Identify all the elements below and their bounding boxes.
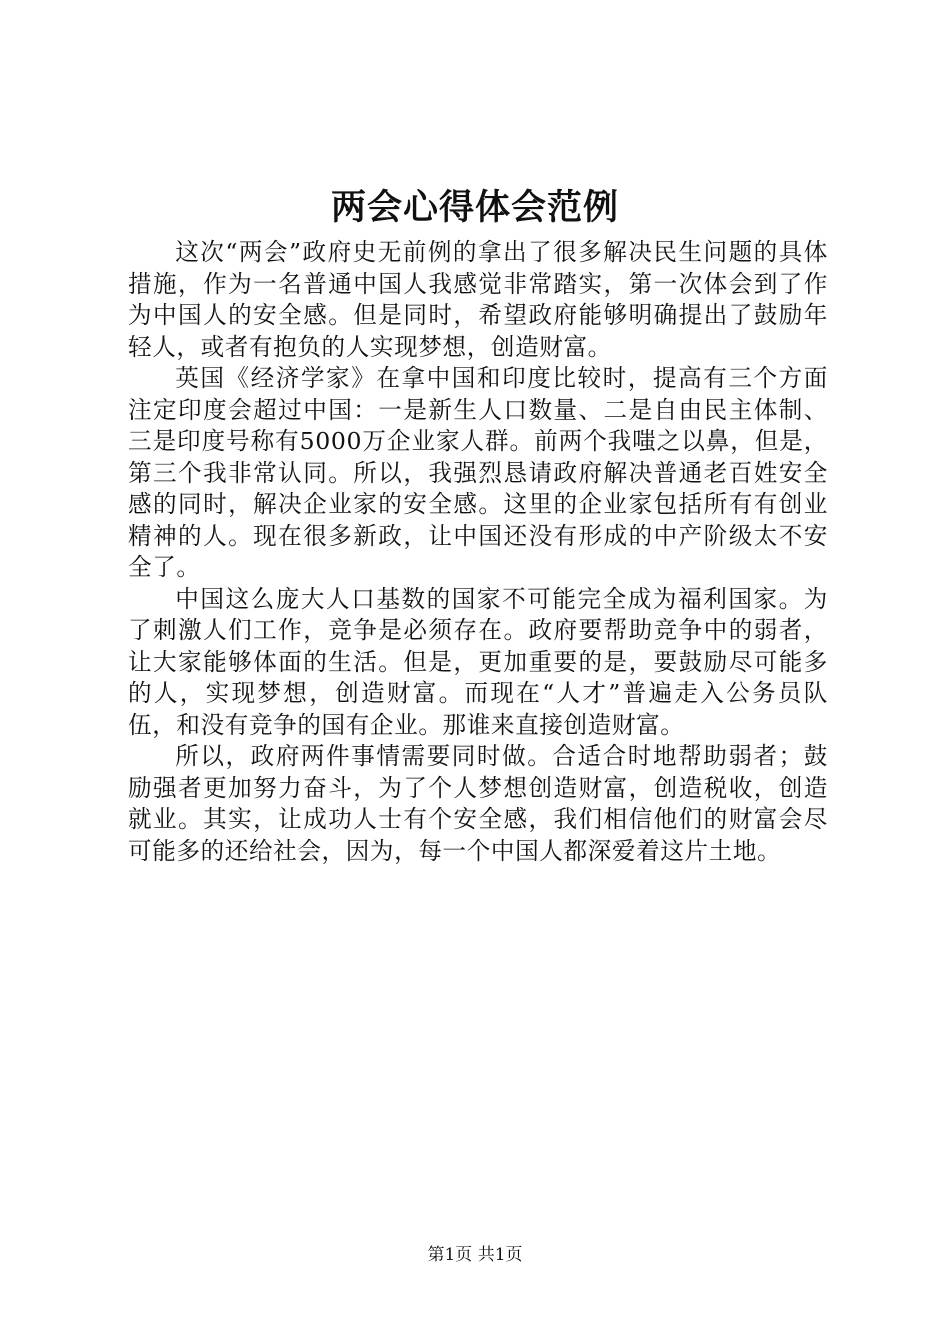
paragraph-4: 所以，政府两件事情需要同时做。合适合时地帮助弱者；鼓励强者更加努力奋斗，为了个人梦想创造财富，创造税收，创造就业。其实，让成功人士有个安全感，我们相信他们的财富会尽可能多的还给社会，因为，每一个中国人都深爱着这片土地。 (128, 742, 828, 865)
page-footer: 第1页 共1页 (427, 1245, 523, 1265)
paragraph-1: 这次“两会”政府史无前例的拿出了很多解决民生问题的具体措施，作为一名普通中国人我感觉非常踏实，第一次体会到了作为中国人的安全感。但是同时，希望政府能够明确提出了鼓励年轻人，或者有抱负的人实现梦想，创造财富。 (128, 238, 828, 361)
document-title: 两会心得体会范例 (330, 187, 619, 228)
paragraph-2: 英国《经济学家》在拿中国和印度比较时，提高有三个方面注定印度会超过中国：一是新生人口数量、二是自由民主体制、三是印度号称有5000万企业家人群。前两个我嗤之以鼻，但是，第三个我非常认同。所以，我强烈恳请政府解决普通老百姓安全感的同时，解决企业家的安全感。这里的企业家包括所有有创业精神的人。现在很多新政，让中国还没有形成的中产阶级太不安全了。 (128, 364, 828, 581)
paragraph-3: 中国这么庞大人口基数的国家不可能完全成为福利国家。为了刺激人们工作，竞争是必须存在。政府要帮助竞争中的弱者，让大家能够体面的生活。但是，更加重要的是，要鼓励尽可能多的人，实现梦想，创造财富。而现在“人才”普遍走入公务员队伍，和没有竞争的国有企业。那谁来直接创造财富。 (128, 584, 828, 739)
document-body (128, 237, 828, 867)
